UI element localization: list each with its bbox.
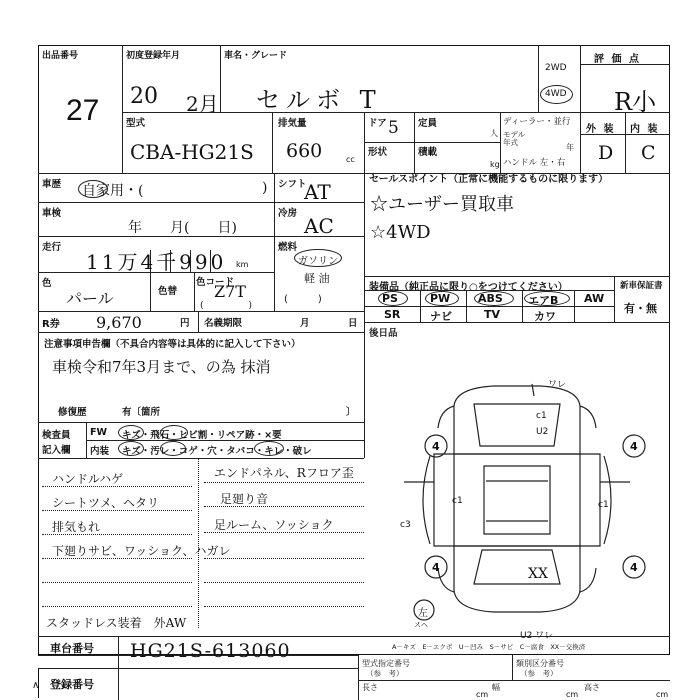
width-label: 幅 xyxy=(492,683,500,692)
sales-point-1: ☆ユーザー買取車 xyxy=(370,194,514,215)
diagram-roof xyxy=(484,466,550,534)
mileage-unit: km xyxy=(236,260,249,269)
type-label: 型式 xyxy=(126,118,146,129)
length-unit: cm xyxy=(476,690,489,699)
load-label: 積載 xyxy=(418,147,438,158)
registration-label: 登録番号 xyxy=(50,678,94,691)
shift-label: シフト xyxy=(278,179,307,190)
handle-label: ハンドル 左・右 xyxy=(503,158,566,168)
inspection-label: 車検 xyxy=(42,208,62,219)
expiry-day: 日 xyxy=(348,318,358,329)
sales-points-label: セールスポイント（正常に機能するものに限ります） xyxy=(369,174,609,185)
exterior-grade: D xyxy=(598,142,614,164)
remark-right-2: 足廻り音 xyxy=(220,492,269,506)
history-close: ) xyxy=(262,180,268,196)
class-number-sub: （参 考） xyxy=(520,669,558,678)
tire-fl-value: 4 xyxy=(432,440,440,453)
fuel-paren: ( ) xyxy=(284,294,322,305)
first-reg-label: 初度登録年月 xyxy=(126,51,181,61)
mileage-label: 走行 xyxy=(42,242,62,253)
class-number-label: 類別区分番号 xyxy=(516,659,564,668)
notes-text: 車検令和7年3月まで、の為 抹消 xyxy=(52,358,271,376)
notes-label: 注意事項申告欄（不具合内容等は具体的に記入して下さい） xyxy=(44,339,301,350)
color-value: パール xyxy=(66,289,114,308)
inspection-value: 年 月( 日) xyxy=(128,220,237,236)
diag-code-6: c1 xyxy=(598,500,609,510)
color-label: 色 xyxy=(42,278,52,289)
remark-right-3: 足ルーム、ソッショク xyxy=(214,518,334,532)
remark-left-4: 下廻りサビ、ワッショク、ハガレ xyxy=(52,544,231,558)
diag-code-9: 左 xyxy=(418,608,428,619)
int-circle-3 xyxy=(254,441,284,456)
repair-label: 修復歴 xyxy=(58,407,87,418)
tax-value: 9,670 xyxy=(96,313,142,332)
equip-abs: ABS xyxy=(478,292,503,305)
year-unit: 年 xyxy=(566,143,574,152)
chassis-label: 車台番号 xyxy=(50,642,94,655)
rating-value: R小 xyxy=(614,88,657,116)
int-circle-2 xyxy=(160,441,186,456)
equip-ps-circle xyxy=(378,291,408,306)
type-value: CBA-HG21S xyxy=(130,140,254,164)
diag-code-2: c1 xyxy=(536,411,547,421)
interior-items: キズ・汚レ・コゲ・穴・タバコ・キレ・破レ xyxy=(122,446,312,457)
load-unit: kg xyxy=(490,160,500,169)
rating-label: 評 価 点 xyxy=(594,54,641,65)
color-code-value: Z7T xyxy=(214,282,246,301)
model-name: セルボ T xyxy=(256,86,382,114)
left-arrow-icon: ∧ xyxy=(32,680,40,691)
tax-unit: 円 xyxy=(180,318,190,329)
doors-value: 5 xyxy=(388,118,399,138)
drive-2wd: 2WD xyxy=(545,63,567,73)
fw-circle-2 xyxy=(160,425,188,440)
equip-navi: ナビ xyxy=(430,310,452,323)
width-unit: cm xyxy=(566,690,579,699)
tire-fr-value: 4 xyxy=(630,440,638,453)
equip-leather: カワ xyxy=(534,310,556,323)
color-code-label: 色コード xyxy=(196,277,235,288)
shift-value: AT xyxy=(304,180,331,204)
shape-label: 形状 xyxy=(368,147,388,158)
diagram-front-panel xyxy=(454,386,580,454)
guarantee-label: 新車保証書 xyxy=(620,281,663,291)
diag-code-10: スヘ xyxy=(414,621,428,629)
color-change-label: 色替 xyxy=(158,286,178,297)
remark-left-3: 排気もれ xyxy=(52,520,101,534)
capacity-label: 定員 xyxy=(418,118,438,129)
guarantee-value: 有・無 xyxy=(624,302,657,315)
form-number-label: 型式指定番号 xyxy=(362,659,410,668)
diag-code-4: c1 xyxy=(452,496,463,506)
inspector-label-1: 検査員 xyxy=(42,430,71,441)
fw-label: FW xyxy=(90,427,107,438)
height-label: 高さ xyxy=(584,683,600,692)
capacity-unit: 人 xyxy=(490,129,498,138)
model-label: 車名・グレード xyxy=(224,51,288,61)
diag-code-1: ワレ xyxy=(548,380,567,390)
chassis-value: HG21S-613060 xyxy=(130,640,291,662)
height-unit: cm xyxy=(656,690,669,699)
remark-left-2: シートツメ、ヘタリ xyxy=(52,496,160,510)
equip-pw: PW xyxy=(430,292,451,305)
equip-aw: AW xyxy=(584,292,605,305)
doors-label: ドア xyxy=(368,118,387,129)
exterior-label: 外 装 xyxy=(586,124,616,135)
remark-right-1: エンドパネル、Rフロア歪 xyxy=(214,466,354,480)
repair-value: 有〔箇所 xyxy=(122,407,161,418)
remark-left-1: ハンドルハゲ xyxy=(52,472,124,486)
first-reg-year: 20 xyxy=(130,84,158,109)
dealer-label: ディーラー・並行 xyxy=(503,117,571,127)
tax-label: R券 xyxy=(42,319,60,330)
diagram-rear-panel xyxy=(454,546,580,612)
diagram-left-side xyxy=(423,456,430,544)
length-label: 長さ xyxy=(362,683,378,692)
post-items-label: 後日品 xyxy=(369,328,398,339)
fuel-gasoline: ガソリン xyxy=(298,256,338,267)
first-reg-month: 2月 xyxy=(186,92,219,116)
fw-circle-1 xyxy=(118,425,144,440)
equip-tv: TV xyxy=(484,308,501,321)
equip-pw-circle xyxy=(425,291,459,306)
studless-note: スタッドレス装着 外AW xyxy=(46,616,187,630)
equip-airbag-circle xyxy=(524,291,570,306)
color-paren: ( ) xyxy=(200,301,253,311)
interior-label: 内 装 xyxy=(630,124,660,135)
equip-airbag: エアB xyxy=(528,294,559,307)
displacement-unit: cc xyxy=(346,155,355,164)
car-damage-diagram xyxy=(364,336,670,636)
tire-rr-value: 4 xyxy=(630,561,638,574)
interior-label-ins: 内装 xyxy=(90,446,110,457)
equip-abs-circle xyxy=(474,291,514,306)
expiry-label: 名義期限 xyxy=(204,318,243,329)
diag-code-8: U2 ワレ xyxy=(520,631,554,641)
lot-label: 出品番号 xyxy=(42,51,79,61)
equip-sr: SR xyxy=(384,308,401,321)
displacement-value: 660 xyxy=(286,140,323,162)
lot-number: 27 xyxy=(66,94,100,127)
form-number-sub: （参 考） xyxy=(366,669,404,678)
tire-rl-value: 4 xyxy=(432,561,440,574)
damage-legend: A－キズ E－エクボ U－凹み S－サビ C－腐食 XX－交換済 xyxy=(392,643,586,651)
history-value: 自家用・( xyxy=(82,183,144,199)
history-label: 車歴 xyxy=(42,179,62,190)
interior-grade: C xyxy=(641,142,656,164)
mileage-value: 11万4千990 xyxy=(86,250,227,274)
fuel-diesel: 軽 油 xyxy=(304,272,330,285)
diag-code-7: XX xyxy=(528,566,548,582)
ac-label: 冷房 xyxy=(278,208,298,219)
ac-value: AC xyxy=(304,214,334,238)
equipment-label: 装備品（純正品に限り○をつけてください） xyxy=(369,282,568,293)
repair-close: 〕 xyxy=(346,407,356,418)
diag-code-5: c3 xyxy=(400,520,411,530)
fw-items: キズ・飛石・ヒビ割・リペア跡・×要 xyxy=(122,430,282,441)
fuel-label: 燃料 xyxy=(278,242,298,253)
model-year-label: モデル年式 xyxy=(503,130,526,147)
int-circle-1 xyxy=(118,441,144,456)
expiry-month: 月 xyxy=(300,318,310,329)
displacement-label: 排気量 xyxy=(278,118,307,129)
equip-ps: PS xyxy=(382,292,398,305)
diag-code-3: U2 xyxy=(536,427,549,437)
drive-4wd: 4WD xyxy=(545,89,567,99)
inspector-label-2: 記入欄 xyxy=(42,445,71,456)
sales-point-2: ☆4WD xyxy=(370,222,431,243)
